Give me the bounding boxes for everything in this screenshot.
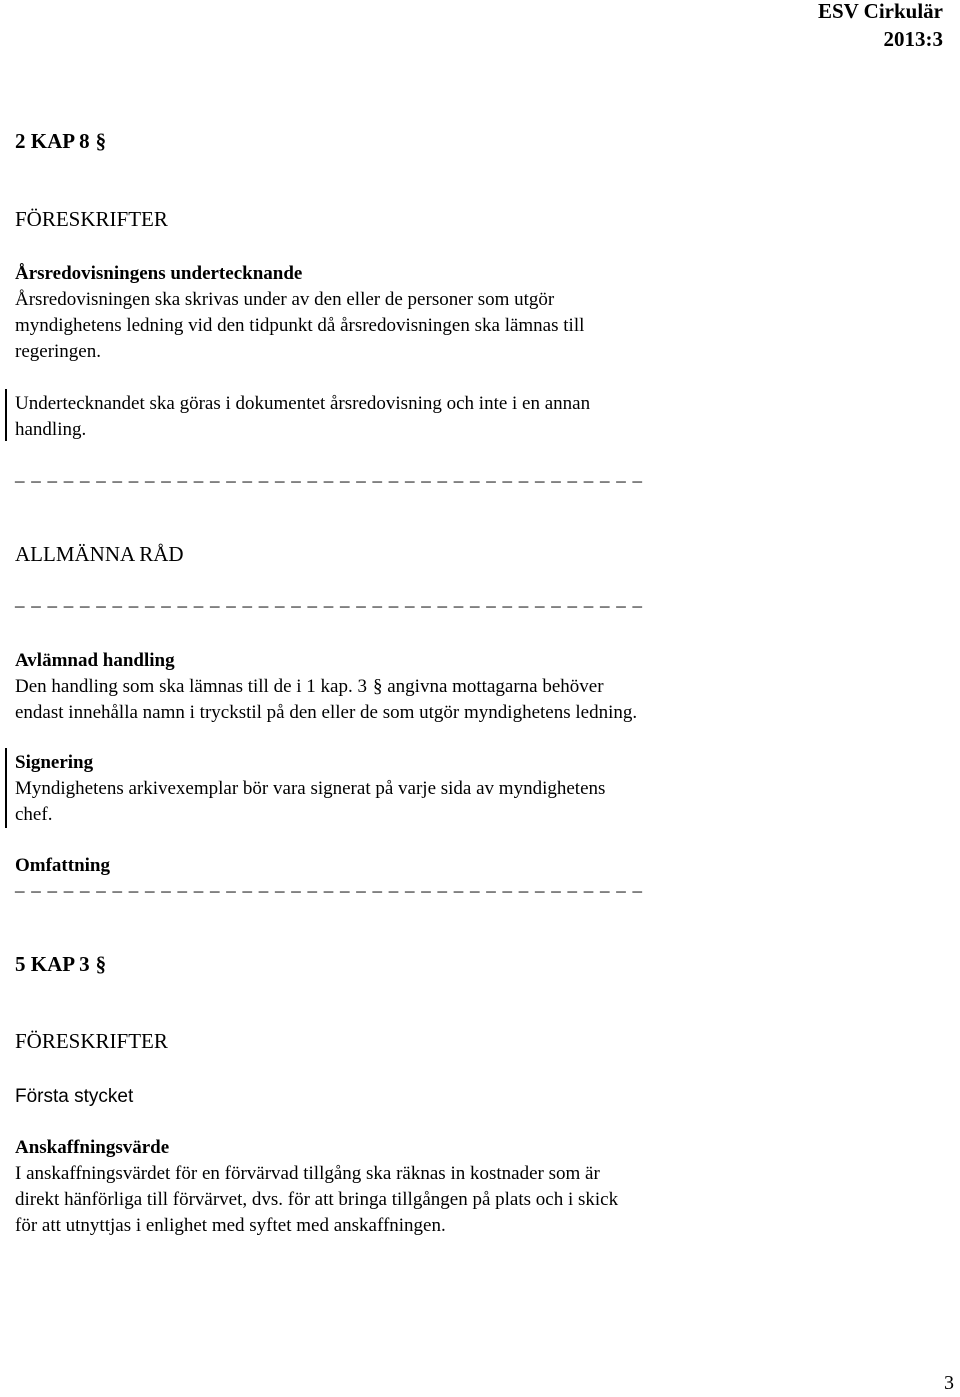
- change-bar: [5, 748, 7, 828]
- change-bar: [5, 389, 7, 441]
- header-title: ESV Cirkulär: [817, 0, 943, 23]
- chapter-heading-2-kap-8: [15, 128, 106, 154]
- paragraph-symbol: §: [95, 129, 107, 153]
- dashed-separator: _ _ _ _ _ _ _ _ _ _ _ _ _ _ _ _ _ _ _ _ _ _ _ _ _ _ _ _ _ _ _ _ _ _ _ _ _ _ _: [15, 589, 643, 610]
- forsta-stycket-label: Första stycket: [15, 1086, 134, 1107]
- foreskrifter-heading: FÖRESKRIFTER: [15, 1029, 168, 1053]
- paragraph-line: Undertecknandet ska göras i dokumentet årsredovisning och inte i en annan: [15, 393, 591, 414]
- chapter-heading-5-kap-3: [15, 951, 106, 977]
- paragraph-line: [15, 674, 604, 700]
- paragraph-line: Myndighetens arkivexemplar bör vara signerat på varje sida av myndighetens: [15, 778, 606, 799]
- paragraph-line: myndighetens ledning vid den tidpunkt då årsredovisningen ska lämnas till: [15, 315, 585, 336]
- paragraph-line: direkt hänförliga till förvärvet, dvs. för att bringa tillgången på plats och i skick: [15, 1189, 619, 1210]
- dashed-separator: _ _ _ _ _ _ _ _ _ _ _ _ _ _ _ _ _ _ _ _ _ _ _ _ _ _ _ _ _ _ _ _ _ _ _ _ _ _ _: [15, 464, 643, 485]
- paragraph-line: regeringen.: [15, 341, 101, 362]
- page-number: 3: [944, 1372, 954, 1394]
- paragraph-line: för att utnyttjas i enlighet med syftet med anskaffningen.: [15, 1215, 446, 1236]
- subheading-undertecknande: Årsredovisningens undertecknande: [15, 263, 303, 284]
- paragraph-line: chef.: [15, 804, 53, 825]
- subheading-signering: Signering: [15, 752, 94, 773]
- paragraph-text: angivna mottagarna behöver: [387, 676, 604, 697]
- chapter-heading-text: 5 KAP 3: [15, 952, 90, 976]
- paragraph-symbol: §: [372, 676, 383, 697]
- header-number: 2013:3: [883, 27, 943, 51]
- subheading-avlamnad-handling: Avlämnad handling: [15, 650, 175, 671]
- document-header: [818, 0, 943, 53]
- paragraph-line: endast innehålla namn i tryckstil på den eller de som utgör myndighetens ledning.: [15, 702, 638, 723]
- paragraph-text: Den handling som ska lämnas till de i 1 kap. 3: [15, 676, 367, 697]
- allmanna-rad-heading: ALLMÄNNA RÅD: [15, 542, 184, 566]
- chapter-heading-text: 2 KAP 8: [15, 129, 90, 153]
- paragraph-line: handling.: [15, 419, 87, 440]
- dashed-separator: _ _ _ _ _ _ _ _ _ _ _ _ _ _ _ _ _ _ _ _ _ _ _ _ _ _ _ _ _ _ _ _ _ _ _ _ _ _ _: [15, 874, 643, 895]
- subheading-anskaffningsvarde: Anskaffningsvärde: [15, 1137, 170, 1158]
- paragraph-symbol: §: [95, 952, 107, 976]
- subheading-omfattning: Omfattning: [15, 855, 110, 876]
- paragraph-line: I anskaffningsvärdet för en förvärvad tillgång ska räknas in kostnader som är: [15, 1163, 600, 1184]
- foreskrifter-heading: FÖRESKRIFTER: [15, 207, 168, 231]
- paragraph-line: Årsredovisningen ska skrivas under av den eller de personer som utgör: [15, 289, 555, 310]
